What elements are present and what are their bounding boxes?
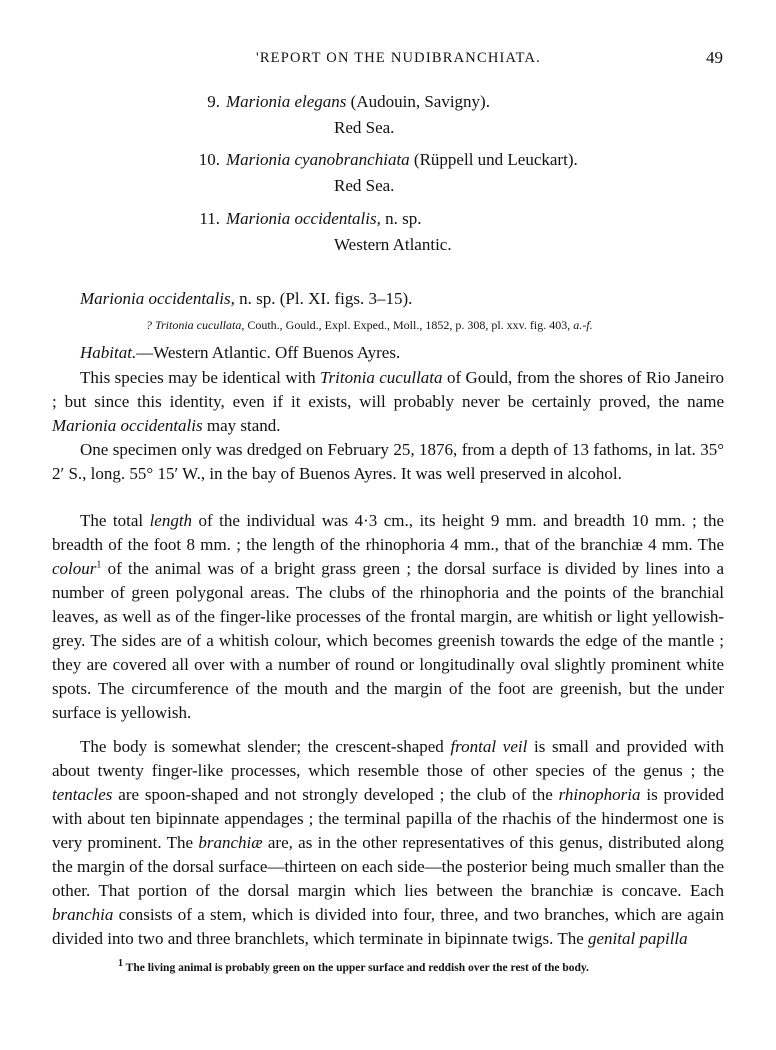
entry-title-name: Marionia occidentalis, (80, 289, 235, 308)
paragraph-description (52, 509, 724, 725)
paragraph-text: of the animal was of a bright grass green ; the dorsal surface is divided by lines into a number of green polygonal areas. The clubs of the rhinophoria and the points of the branchial leaves, as well as of the finger-like processes of the frontal margin, are whitish or light yellowish-grey. The sides are of a whitish colour, which becomes greenish towards the edge of the mantle ; they are covered all over with a number of round or longitudinally oval slightly prominent white spots. The circumference of the mouth and the margin of the foot are greenish, but the under surface is yellowish. (52, 559, 724, 722)
species-authority: n. sp. (380, 209, 422, 228)
species-name: Marionia cyanobranchiata (226, 150, 410, 169)
paragraph-text: is small and provided with about twenty finger-like processes, which resemble those of other species of the genus ; the (52, 737, 724, 780)
paragraph-text: One specimen only was dredged on February 25, 1876, from a depth of 13 fathoms, in lat. 35° 2′ S., long. 55° 15′ W., in the bay of Buenos Ayres. It was well preserved in alcohol. (52, 440, 724, 483)
paragraph-text: of Gould, from the shores of Rio Janeiro ; but since this identity, even if it exists, will probably never be certainly proved, the name (52, 368, 724, 411)
paragraph-text: of the individual was 4·3 cm., its height 9 mm. and breadth 10 mm. ; the breadth of the foot 8 mm. ; the length of the rhinophoria 4 mm., that of the branchiæ 4 mm. The (52, 511, 724, 554)
footnote-reference: 1 (96, 559, 102, 571)
paragraph-text: is provided with about ten bipinnate appendages ; the terminal papilla of the rhachis of the hindermost one is very prominent. The (52, 785, 724, 852)
habitat-label: Habitat. (80, 343, 137, 362)
paragraph-specimen (52, 438, 724, 486)
species-authority: (Audouin, Savigny). (346, 92, 490, 111)
synonym-prefix: ? (146, 318, 155, 332)
species-list-item (196, 148, 578, 195)
paragraph-anatomy (52, 735, 724, 951)
species-number: 10. (198, 150, 220, 169)
paragraph-italic: Tritonia cucullata (320, 368, 443, 387)
species-number: 11. (199, 209, 220, 228)
species-authority: (Rüppell und Leuckart). (409, 150, 578, 169)
page-header (0, 48, 776, 72)
paragraph-text: may stand. (202, 416, 281, 435)
species-list-item (196, 90, 490, 137)
habitat-text: —Western Atlantic. Off Buenos Ayres. (136, 343, 401, 362)
paragraph-text: The total (80, 511, 150, 530)
species-locality: Red Sea. (334, 176, 395, 195)
species-name: Marionia occidentalis, (226, 209, 381, 228)
paragraph-italic: Marionia occidentalis (52, 416, 203, 435)
paragraph-identity (52, 366, 724, 438)
species-number: 9. (207, 92, 220, 111)
paragraph-text: are, as in the other representatives of this genus, distributed along the margin of the dorsal surface—thirteen on each side—the posterior being much smaller than the other. That portion of the dorsal margin which lies between the branchiæ is concave. Each (52, 833, 724, 900)
entry-title (80, 289, 412, 309)
species-list-item (196, 207, 452, 254)
paragraph-text: This species may be identical with (80, 368, 321, 387)
footnote (118, 958, 589, 974)
species-locality: Red Sea. (334, 118, 395, 137)
habitat-line (80, 343, 400, 363)
paragraph-italic: tentacles (52, 785, 113, 804)
synonym-figure-parts: a.-f. (573, 318, 593, 332)
footnote-mark: 1 (118, 958, 123, 970)
paragraph-italic: frontal veil (450, 737, 528, 756)
paragraph-text: are spoon-shaped and not strongly developed ; the club of the (112, 785, 559, 804)
paragraph-text: consists of a stem, which is divided into four, three, and two branches, which are again divided into two and three branchlets, which terminate in bipinnate twigs. The (52, 905, 724, 948)
paragraph-text: The body is somewhat slender; the crescent-shaped (80, 737, 451, 756)
paragraph-italic: length (149, 511, 193, 530)
paragraph-italic: branchia (52, 905, 114, 924)
footnote-text: The living animal is probably green on the upper surface and reddish over the rest of the body. (123, 962, 589, 974)
paragraph-italic: colour (52, 559, 97, 578)
entry-title-rest: n. sp. (Pl. XI. figs. 3–15). (234, 289, 413, 308)
synonym-name: Tritonia cucullata, (155, 318, 245, 332)
synonym-citation: Couth., Gould., Expl. Exped., Moll., 1852, p. 308, pl. xxv. fig. 403, (244, 318, 574, 332)
paragraph-italic: branchiæ (198, 833, 263, 852)
synonym-line (146, 318, 593, 333)
paragraph-italic: genital papilla (588, 929, 688, 948)
paragraph-italic: rhinophoria (558, 785, 641, 804)
running-title: 'REPORT ON THE NUDIBRANCHIATA. (256, 50, 541, 66)
species-locality: Western Atlantic. (334, 235, 452, 254)
species-name: Marionia elegans (226, 92, 347, 111)
page-number: 49 (706, 48, 723, 67)
